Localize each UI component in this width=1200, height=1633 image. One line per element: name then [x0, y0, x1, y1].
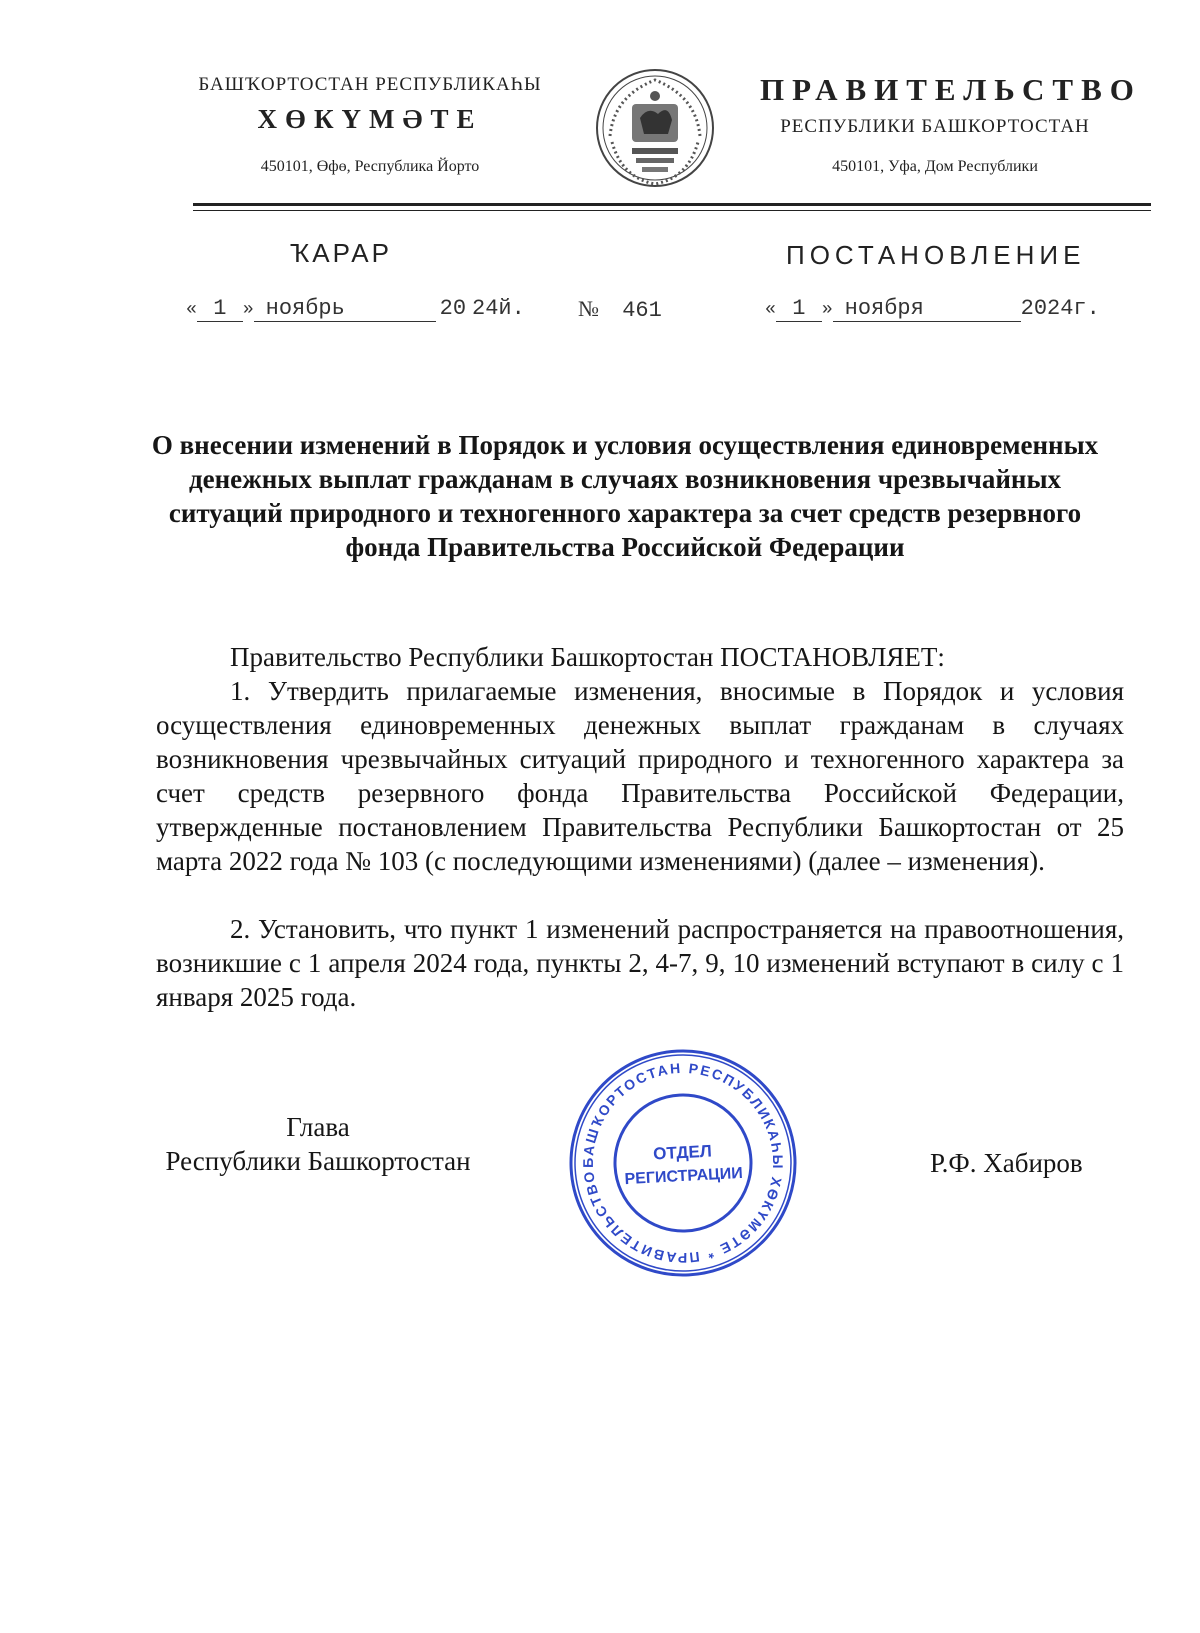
month-left: ноябрь — [254, 296, 436, 322]
header-left-line2: ХӨКҮМӘТЕ — [257, 104, 483, 134]
header-right-address: 450101, Уфа, Дом Республики — [832, 158, 1038, 175]
header-rule-thick — [193, 203, 1151, 206]
number-sign: № — [578, 296, 599, 321]
year-suffix-right: 24г. — [1047, 296, 1100, 321]
year-prefix-left: 20 — [439, 296, 467, 321]
header-right-line2: РЕСПУБЛИКИ БАШКОРТОСТАН — [780, 116, 1090, 137]
registration-stamp — [559, 1039, 807, 1287]
header-left-line1: БАШҠОРТОСТАН РЕСПУБЛИКАҺЫ — [198, 74, 542, 95]
stamp-outer-text: БАШҠОРТОСТАН РЕСПУБЛИКАҺЫ ХӨКҮМӘТЕ * ПРАВИТЕЛЬСТВО РЕСПУБЛИКИ БАШКОРТОСТАН * — [558, 1038, 787, 1267]
number-value: 461 — [622, 298, 662, 323]
open-quote: « — [765, 300, 776, 320]
day-right: 1 — [776, 296, 822, 322]
signature-position-line1: Глава — [286, 1112, 350, 1142]
paragraph-1: 1. Утвердить прилагаемые изменения, вносимые в Порядок и условия осуществления единовременных денежных выплат гражданам в случаях возникновения чрезвычайных ситуаций природного и техногенного характера за счет средств резервного фонда Правительства Российской Федерации, утвержденные постановлением Правительства Республики Башкортостан от 25 марта 2022 года № 103 (с последующими изменениями) (далее – изменения). — [156, 676, 1124, 876]
stamp-center-line1: ОТДЕЛ — [652, 1141, 713, 1164]
year-prefix-right: 20 — [1020, 296, 1048, 321]
open-quote: « — [186, 300, 197, 320]
year-suffix-left: 24й. — [472, 296, 525, 321]
stamp-center-line2: РЕГИСТРАЦИИ — [624, 1164, 744, 1189]
doc-type-right: ПОСТАНОВЛЕНИЕ — [786, 240, 1086, 270]
signature-name: Р.Ф. Хабиров — [930, 1148, 1083, 1178]
header-left-address: 450101, Өфө, Республика Йорто — [260, 158, 480, 175]
signature-position-line2: Республики Башкортостан — [165, 1146, 471, 1176]
paragraph-2: 2. Установить, что пункт 1 изменений распространяется на правоотношения, возникшие с 1 апреля 2024 года, пункты 2, 4-7, 9, 10 изменений вступают в силу с 1 января 2025 года. — [156, 914, 1124, 1012]
close-quote: » — [242, 300, 254, 320]
emblem-icon — [592, 66, 718, 194]
preamble: Правительство Республики Башкортостан ПОСТАНОВЛЯЕТ: — [230, 642, 945, 672]
date-line-left — [186, 296, 525, 322]
doc-number — [578, 296, 662, 323]
close-quote: » — [821, 300, 833, 320]
month-right: ноября — [833, 296, 1021, 322]
date-line-right — [765, 296, 1100, 322]
header-rule-thin — [193, 210, 1151, 211]
document-title: О внесении изменений в Порядок и условия осуществления единовременных денежных выплат гражданам в случаях возникновения чрезвычайных ситуаций природного и техногенного характера за счет средств резервного фонда Правительства Российской Федерации — [151, 430, 1099, 562]
doc-type-left: ҠАРАР — [290, 238, 392, 268]
day-left: 1 — [197, 296, 243, 322]
header-right-line1: ПРАВИТЕЛЬСТВО — [760, 72, 1142, 107]
